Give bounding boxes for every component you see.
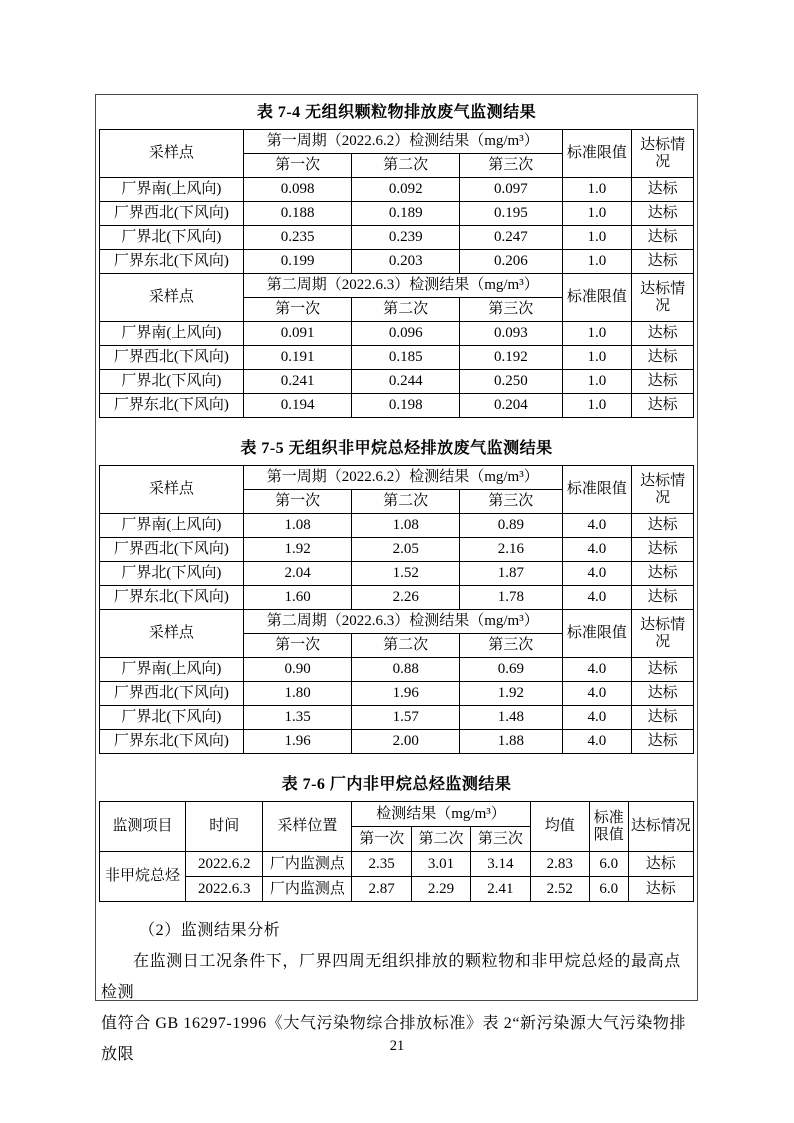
data-cell: 2.52	[530, 877, 589, 902]
data-cell: 0.206	[459, 250, 562, 274]
data-cell: 4.0	[562, 730, 631, 754]
data-cell: 2.05	[352, 538, 460, 562]
header-cell: 标准限值	[562, 274, 631, 322]
data-cell: 0.091	[243, 322, 352, 346]
row-label-cell: 厂界南(上风向)	[100, 178, 244, 202]
data-cell: 0.199	[243, 250, 352, 274]
data-cell: 1.78	[459, 586, 562, 610]
row-label-cell: 非甲烷总烃	[100, 852, 186, 902]
data-cell: 2022.6.2	[186, 852, 263, 877]
data-cell: 达标	[632, 706, 694, 730]
header-cell: 第三次	[471, 827, 530, 852]
data-cell: 1.48	[459, 706, 562, 730]
data-cell: 2.26	[352, 586, 460, 610]
data-cell: 0.89	[459, 514, 562, 538]
table-row	[100, 370, 694, 394]
data-cell: 0.098	[243, 178, 352, 202]
analysis-heading: （2）监测结果分析	[139, 922, 281, 939]
row-label-cell: 厂界南(上风向)	[100, 322, 244, 346]
data-cell: 达标	[632, 202, 694, 226]
data-cell: 1.0	[562, 250, 631, 274]
table-row	[100, 130, 694, 154]
data-cell: 0.88	[352, 658, 460, 682]
table-row	[100, 877, 694, 902]
table-row	[100, 730, 694, 754]
row-label-cell: 厂界西北(下风向)	[100, 538, 244, 562]
header-cell: 采样点	[100, 274, 244, 322]
header-cell: 第三次	[459, 298, 562, 322]
row-label-cell: 厂界南(上风向)	[100, 658, 244, 682]
header-cell: 第一次	[243, 298, 352, 322]
table-row	[100, 706, 694, 730]
table-row	[100, 562, 694, 586]
data-cell: 0.198	[352, 394, 460, 418]
data-cell: 2.00	[352, 730, 460, 754]
data-cell: 0.250	[459, 370, 562, 394]
data-cell: 0.097	[459, 178, 562, 202]
data-cell: 达标	[628, 852, 693, 877]
header-cell: 达标情况	[632, 130, 694, 178]
data-cell: 4.0	[562, 586, 631, 610]
table-7-4-title: 表 7-4 无组织颗粒物排放废气监测结果	[256, 104, 537, 121]
data-cell: 6.0	[590, 852, 629, 877]
data-cell: 0.096	[352, 322, 460, 346]
header-cell: 采样点	[100, 610, 244, 658]
data-cell: 2022.6.3	[186, 877, 263, 902]
table-row	[100, 274, 694, 298]
table-7-6-title: 表 7-6 厂内非甲烷总烃监测结果	[281, 776, 512, 793]
table-row	[100, 538, 694, 562]
data-cell: 1.92	[243, 538, 352, 562]
header-cell: 时间	[186, 802, 263, 852]
header-cell: 采样位置	[263, 802, 352, 852]
table-row	[100, 514, 694, 538]
table-row	[100, 610, 694, 634]
row-label-cell: 厂界北(下风向)	[100, 562, 244, 586]
header-cell: 第三次	[459, 634, 562, 658]
header-cell: 达标情况	[632, 610, 694, 658]
data-cell: 达标	[632, 370, 694, 394]
data-cell: 0.239	[352, 226, 460, 250]
data-cell: 1.57	[352, 706, 460, 730]
data-cell: 1.88	[459, 730, 562, 754]
data-cell: 0.204	[459, 394, 562, 418]
data-cell: 4.0	[562, 682, 631, 706]
data-cell: 0.203	[352, 250, 460, 274]
data-cell: 达标	[632, 322, 694, 346]
header-cell: 第一次	[243, 154, 352, 178]
data-cell: 1.96	[352, 682, 460, 706]
data-cell: 1.35	[243, 706, 352, 730]
header-cell: 达标情况	[632, 274, 694, 322]
row-label-cell: 厂界西北(下风向)	[100, 346, 244, 370]
data-cell: 2.41	[471, 877, 530, 902]
row-label-cell: 厂界西北(下风向)	[100, 682, 244, 706]
table-row	[100, 322, 694, 346]
data-cell: 0.189	[352, 202, 460, 226]
header-cell: 第一周期（2022.6.2）检测结果（mg/m³）	[243, 466, 562, 490]
data-cell: 1.08	[243, 514, 352, 538]
header-cell: 均值	[530, 802, 589, 852]
data-cell: 0.195	[459, 202, 562, 226]
header-cell: 达标情况	[628, 802, 693, 852]
header-cell: 第一周期（2022.6.2）检测结果（mg/m³）	[243, 130, 562, 154]
header-cell: 标准限值	[590, 802, 629, 852]
header-cell: 采样点	[100, 130, 244, 178]
data-cell: 1.0	[562, 322, 631, 346]
data-cell: 达标	[628, 877, 693, 902]
table-7-6	[99, 801, 694, 902]
header-cell: 第二次	[352, 154, 460, 178]
header-cell: 第一次	[243, 634, 352, 658]
data-cell: 2.29	[411, 877, 470, 902]
header-cell: 第二次	[352, 634, 460, 658]
data-cell: 厂内监测点	[263, 852, 352, 877]
table-row	[100, 852, 694, 877]
table-7-5-title: 表 7-5 无组织非甲烷总烃排放废气监测结果	[240, 440, 553, 457]
data-cell: 0.093	[459, 322, 562, 346]
table-7-5	[99, 465, 694, 754]
analysis-line: 值符合 GB 16297-1996《大气污染物综合排放标准》表 2“新污染源大气污染物排放限	[101, 1015, 687, 1063]
data-cell: 2.35	[352, 852, 411, 877]
data-cell: 1.0	[562, 346, 631, 370]
header-cell: 标准限值	[562, 130, 631, 178]
data-cell: 0.235	[243, 226, 352, 250]
data-cell: 0.69	[459, 658, 562, 682]
data-cell: 0.194	[243, 394, 352, 418]
row-label-cell: 厂界北(下风向)	[100, 226, 244, 250]
data-cell: 4.0	[562, 706, 631, 730]
data-cell: 4.0	[562, 658, 631, 682]
data-cell: 3.01	[411, 852, 470, 877]
data-cell: 达标	[632, 178, 694, 202]
data-cell: 达标	[632, 682, 694, 706]
data-cell: 2.87	[352, 877, 411, 902]
data-cell: 1.52	[352, 562, 460, 586]
header-cell: 第二次	[411, 827, 470, 852]
data-cell: 达标	[632, 730, 694, 754]
data-cell: 达标	[632, 250, 694, 274]
data-cell: 3.14	[471, 852, 530, 877]
table-row	[100, 250, 694, 274]
header-cell: 第二周期（2022.6.3）检测结果（mg/m³）	[243, 610, 562, 634]
table-row	[100, 226, 694, 250]
data-cell: 达标	[632, 586, 694, 610]
data-cell: 达标	[632, 514, 694, 538]
data-cell: 0.192	[459, 346, 562, 370]
table-row	[100, 586, 694, 610]
data-cell: 0.241	[243, 370, 352, 394]
table-row	[100, 346, 694, 370]
data-cell: 达标	[632, 562, 694, 586]
data-cell: 1.0	[562, 370, 631, 394]
data-cell: 1.08	[352, 514, 460, 538]
header-cell: 第三次	[459, 490, 562, 514]
data-cell: 1.87	[459, 562, 562, 586]
data-cell: 达标	[632, 394, 694, 418]
header-cell: 监测项目	[100, 802, 186, 852]
data-cell: 厂内监测点	[263, 877, 352, 902]
header-cell: 第三次	[459, 154, 562, 178]
row-label-cell: 厂界东北(下风向)	[100, 730, 244, 754]
table-row	[100, 658, 694, 682]
data-cell: 0.90	[243, 658, 352, 682]
header-cell: 标准限值	[562, 466, 631, 514]
data-cell: 1.0	[562, 394, 631, 418]
row-label-cell: 厂界西北(下风向)	[100, 202, 244, 226]
data-cell: 2.16	[459, 538, 562, 562]
data-cell: 0.188	[243, 202, 352, 226]
data-cell: 1.0	[562, 178, 631, 202]
data-cell: 0.092	[352, 178, 460, 202]
header-cell: 采样点	[100, 466, 244, 514]
table-row	[100, 802, 694, 827]
header-cell: 第二次	[352, 490, 460, 514]
header-cell: 检测结果（mg/m³）	[352, 802, 530, 827]
data-cell: 2.83	[530, 852, 589, 877]
table-row	[100, 202, 694, 226]
table-row	[100, 178, 694, 202]
data-cell: 0.185	[352, 346, 460, 370]
data-cell: 2.04	[243, 562, 352, 586]
analysis-line: 在监测日工况条件下，厂界四周无组织排放的颗粒物和非甲烷总烃的最高点检测	[101, 953, 681, 1001]
header-cell: 标准限值	[562, 610, 631, 658]
data-cell: 达标	[632, 346, 694, 370]
data-cell: 0.247	[459, 226, 562, 250]
header-cell: 第一次	[352, 827, 411, 852]
row-label-cell: 厂界南(上风向)	[100, 514, 244, 538]
header-cell: 第一次	[243, 490, 352, 514]
row-label-cell: 厂界北(下风向)	[100, 706, 244, 730]
data-cell: 1.96	[243, 730, 352, 754]
row-label-cell: 厂界北(下风向)	[100, 370, 244, 394]
table-row	[100, 682, 694, 706]
table-row	[100, 466, 694, 490]
content-frame	[95, 94, 698, 1063]
data-cell: 1.0	[562, 226, 631, 250]
data-cell: 1.92	[459, 682, 562, 706]
data-cell: 1.80	[243, 682, 352, 706]
data-cell: 0.191	[243, 346, 352, 370]
data-cell: 4.0	[562, 538, 631, 562]
header-cell: 达标情况	[632, 466, 694, 514]
data-cell: 4.0	[562, 562, 631, 586]
data-cell: 1.60	[243, 586, 352, 610]
row-label-cell: 厂界东北(下风向)	[100, 250, 244, 274]
page-number: 21	[389, 1038, 405, 1054]
data-cell: 达标	[632, 658, 694, 682]
data-cell: 达标	[632, 226, 694, 250]
header-cell: 第二周期（2022.6.3）检测结果（mg/m³）	[243, 274, 562, 298]
row-label-cell: 厂界东北(下风向)	[100, 586, 244, 610]
data-cell: 达标	[632, 538, 694, 562]
data-cell: 4.0	[562, 514, 631, 538]
header-cell: 第二次	[352, 298, 460, 322]
row-label-cell: 厂界东北(下风向)	[100, 394, 244, 418]
data-cell: 1.0	[562, 202, 631, 226]
data-cell: 0.244	[352, 370, 460, 394]
table-row	[100, 394, 694, 418]
data-cell: 6.0	[590, 877, 629, 902]
table-7-4	[99, 129, 694, 418]
